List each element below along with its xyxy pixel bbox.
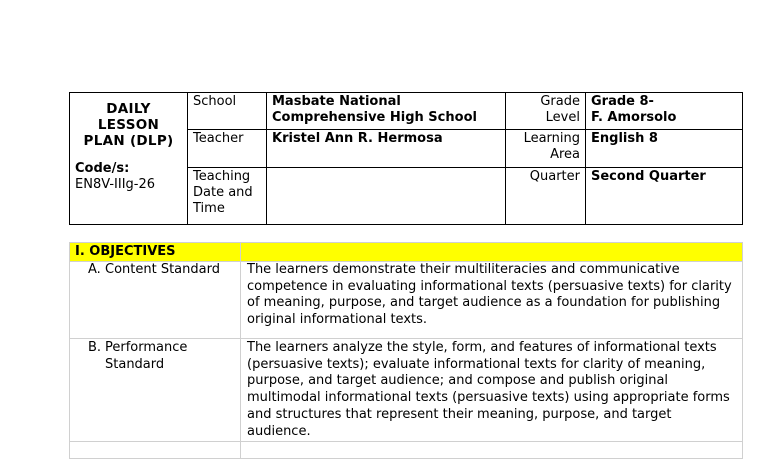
learning-label-line1: Learning: [523, 131, 580, 146]
performance-standard-label: [70, 338, 241, 441]
dlp-title-cell: [70, 93, 188, 225]
content-standard-label: [70, 261, 241, 338]
school-value: [267, 93, 506, 130]
quarter-value: Second Quarter: [586, 168, 743, 225]
performance-standard-letter: B.: [88, 339, 102, 355]
teaching-date-label: [188, 168, 267, 225]
objectives-table: [69, 242, 743, 459]
grade-value-line2: F. Amorsolo: [591, 110, 677, 125]
teacher-label: Teacher: [188, 130, 267, 168]
school-value-line2: Comprehensive High School: [272, 110, 477, 125]
grade-level-value: [586, 93, 743, 130]
learning-label-line2: Area: [550, 147, 580, 162]
dlp-title-line2: LESSON: [97, 117, 160, 133]
next-objective-label: [70, 441, 241, 458]
teaching-label-line2: Date and: [193, 185, 253, 200]
grade-level-label: [506, 93, 586, 130]
learning-area-label: [506, 130, 586, 168]
performance-standard-label-line2: Standard: [105, 356, 165, 372]
code-value: EN8V-IIIg-26: [75, 177, 156, 192]
performance-standard-text: The learners analyze the style, form, and features of informational texts (persuasive texts); evaluate informational texts for clarity of meaning, purpose, and target audience; and compose and publish original multimodal informational texts (persuasive texts) using appropriate forms and structures that represent their meaning, purpose, and target audience.: [241, 338, 743, 441]
grade-value-line1: Grade 8-: [591, 94, 654, 109]
performance-standard-label-line1: Performance: [105, 339, 188, 355]
lesson-plan-header-table: [69, 92, 743, 225]
dlp-title-line3: PLAN (DLP): [83, 133, 174, 149]
objectives-heading-blank: [241, 243, 743, 262]
teaching-label-line3: Time: [193, 201, 225, 216]
grade-label-line2: Level: [545, 110, 580, 125]
code-label: Code/s:: [75, 161, 130, 176]
school-label: School: [188, 93, 267, 130]
teaching-label-line1: Teaching: [193, 169, 251, 184]
learning-area-value: English 8: [586, 130, 743, 168]
teacher-value: Kristel Ann R. Hermosa: [267, 130, 506, 168]
next-objective-text: [241, 441, 743, 458]
grade-label-line1: Grade: [540, 94, 580, 109]
school-value-line1: Masbate National: [272, 94, 401, 109]
content-standard-text: The learners demonstrate their multiliteracies and communicative competence in evaluating informational texts (persuasive texts) for clarity of meaning, purpose, and target audience as a foundation for publishing original informational texts.: [241, 261, 743, 338]
teaching-date-value: [267, 168, 506, 225]
content-standard-label-text: Content Standard: [105, 261, 220, 277]
objectives-heading: I. OBJECTIVES: [70, 243, 241, 262]
content-standard-letter: A.: [88, 261, 101, 277]
dlp-title-line1: DAILY: [106, 101, 151, 117]
quarter-label: Quarter: [506, 168, 586, 225]
